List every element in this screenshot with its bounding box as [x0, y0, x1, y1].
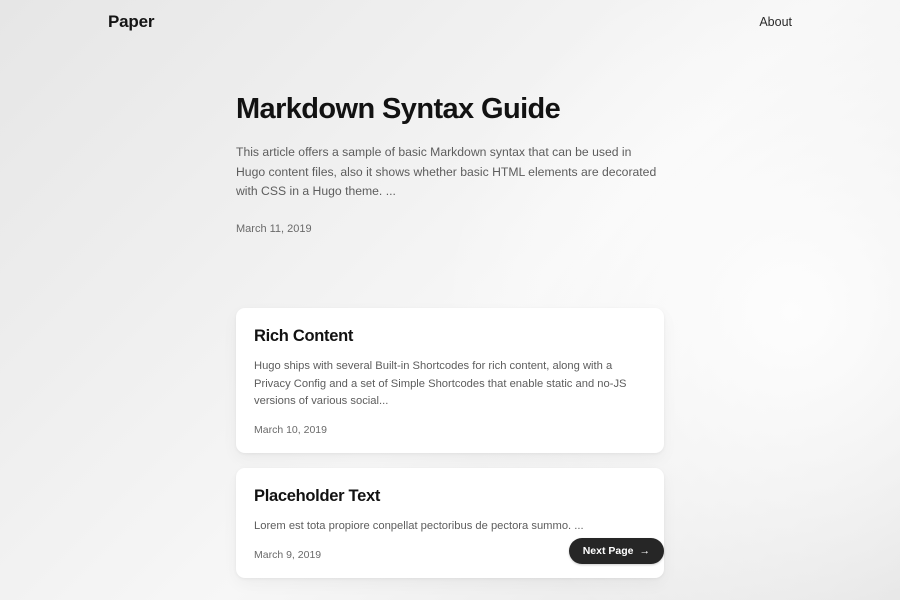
post-summary: Hugo ships with several Built-in Shortcodes for rich content, along with a Privacy Config and a set of Simple Shortcodes that enable static and no-JS versions of various social... — [254, 360, 627, 408]
nav-item-about[interactable]: About — [759, 15, 792, 29]
post-title[interactable]: Placeholder Text — [254, 487, 381, 506]
main-nav — [759, 15, 792, 29]
site-header — [0, 0, 900, 44]
pagination — [236, 538, 664, 564]
post-summary: Lorem est tota propiore conpellat pectoribus de pectora summo. ... — [254, 520, 584, 533]
post-title[interactable]: Rich Content — [254, 327, 354, 345]
next-page-label: Next Page — [582, 545, 634, 557]
lead-post-title[interactable]: Markdown Syntax Guide — [236, 93, 561, 125]
site-brand[interactable]: Paper — [108, 12, 155, 31]
lead-post — [236, 92, 664, 235]
arrow-right-icon: → — [639, 544, 650, 557]
lead-post-date: March 11, 2019 — [236, 223, 312, 236]
lead-post-summary: This article offers a sample of basic Markdown syntax that can be used in Hugo content files, also it shows whether basic HTML elements are decorated with CSS in a Hugo theme. ... — [236, 144, 657, 199]
post-date: March 10, 2019 — [254, 424, 327, 437]
list-item[interactable] — [236, 308, 664, 453]
post-date: March 9, 2019 — [254, 548, 322, 561]
next-page-button[interactable] — [569, 538, 664, 564]
